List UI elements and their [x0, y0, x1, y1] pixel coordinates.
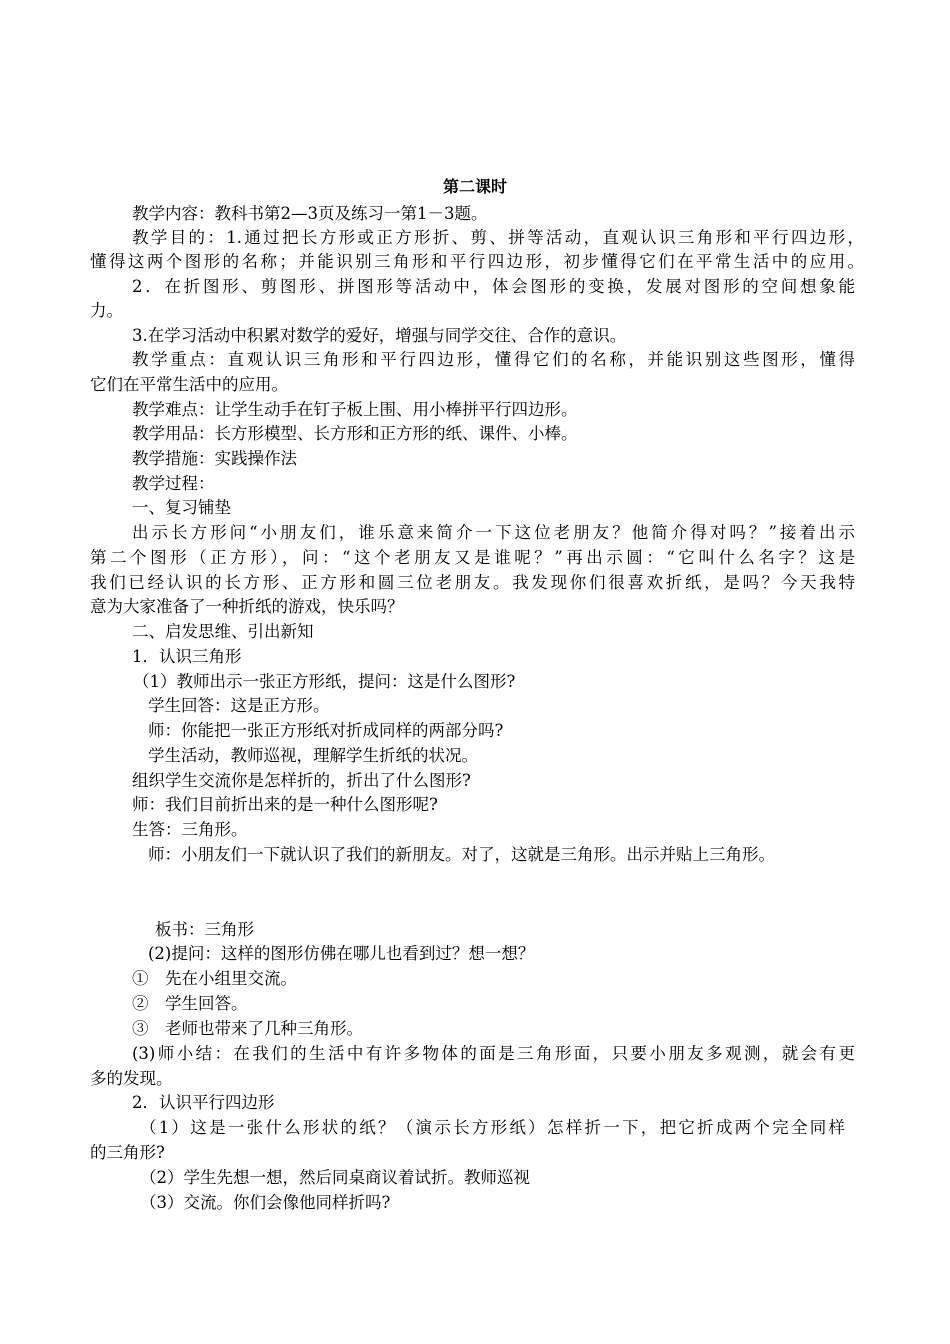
- text-line: 师：小朋友们一下就认识了我们的新朋友。对了，这就是三角形。出示并贴上三角形。: [148, 845, 775, 864]
- text-line: 教学内容：教科书第2—3页及练习一第1－3题。: [132, 204, 488, 223]
- page-title: 第二课时: [442, 177, 507, 196]
- text-line: （1）这是一张什么形状的纸？（演示长方形纸）怎样折一下，把它折成两个完全同样: [140, 1118, 845, 1137]
- text-line: (3)师小结：在我们的生活中有许多物体的面是三角形面，只要小朋友多观测，就会有更: [132, 1044, 855, 1063]
- text-line: 教学用品：长方形模型、长方形和正方形的纸、课件、小棒。: [132, 424, 578, 443]
- text-line: (2)提问：这样的图形仿佛在哪儿也看到过？想一想？: [148, 944, 535, 963]
- text-line: 师：我们目前折出来的是一种什么图形呢?: [132, 795, 438, 814]
- text-line: 教学重点：直观认识三角形和平行四边形，懂得它们的名称，并能识别这些图形，懂得: [132, 350, 855, 369]
- text-line: 懂得这两个图形的名称；并能识别三角形和平行四边形，初步懂得它们在平常生活中的应用。: [90, 252, 864, 271]
- text-line: （3）交流。你们会像他同样折吗?: [140, 1193, 391, 1212]
- text-line: 它们在平常生活中的应用。: [90, 375, 288, 394]
- text-line: （2）学生先想一想，然后同桌商议着试折。教师巡视: [140, 1168, 530, 1187]
- text-line: 力。: [90, 301, 123, 320]
- text-line: 出示长方形问“小朋友们，谁乐意来简介一下这位老朋友？他简介得对吗？”接着出示: [132, 523, 855, 542]
- text-line: 生答：三角形。: [132, 820, 248, 839]
- text-line: 2．在折图形、剪图形、拼图形等活动中，体会图形的变换，发展对图形的空间想象能: [132, 277, 855, 296]
- subsection-heading: 1．认识三角形: [132, 647, 242, 666]
- text-line: 教学过程：: [132, 474, 215, 493]
- text-line: 的三角形?: [90, 1143, 165, 1162]
- text-line: 3.在学习活动中积累对数学的爱好，增强与同学交往、合作的意识。: [132, 326, 627, 345]
- text-line: 我们已经认识的长方形、正方形和圆三位老朋友。我发现你们很喜欢折纸，是吗？今天我特: [90, 573, 855, 592]
- text-line: 学生回答：这是正方形。: [148, 696, 330, 715]
- text-line: 第二个图形（正方形），问：“这个老朋友又是谁呢？”再出示圆：“它叫什么名字？这是: [90, 548, 855, 567]
- text-line: 教学措施：实践操作法: [132, 449, 297, 468]
- text-line: 师：你能把一张正方形纸对折成同样的两部分吗?: [148, 721, 504, 740]
- text-line: 组织学生交流你是怎样折的，折出了什么图形?: [132, 771, 471, 790]
- text-line: 意为大家准备了一种折纸的游戏，快乐吗？: [90, 597, 404, 616]
- text-line: （1）教师出示一张正方形纸，提问：这是什么图形?: [133, 672, 516, 691]
- board-note: 板书：三角形: [155, 920, 254, 939]
- text-line: 学生活动，教师巡视，理解学生折纸的状况。: [148, 746, 478, 765]
- list-item: ③ 老师也带来了几种三角形。: [132, 1019, 363, 1038]
- text-line: 教学难点：让学生动手在钉子板上围、用小棒拼平行四边形。: [132, 400, 578, 419]
- list-item: ② 学生回答。: [132, 994, 248, 1013]
- text-line: 多的发现。: [90, 1069, 173, 1088]
- text-line: 教学目的：1.通过把长方形或正方形折、剪、拼等活动，直观认识三角形和平行四边形，: [132, 228, 864, 247]
- subsection-heading: 2．认识平行四边形: [132, 1093, 275, 1112]
- section-heading: 一、复习铺垫: [132, 498, 231, 517]
- section-heading: 二、启发思维、引出新知: [132, 622, 314, 641]
- list-item: ① 先在小组里交流。: [132, 969, 297, 988]
